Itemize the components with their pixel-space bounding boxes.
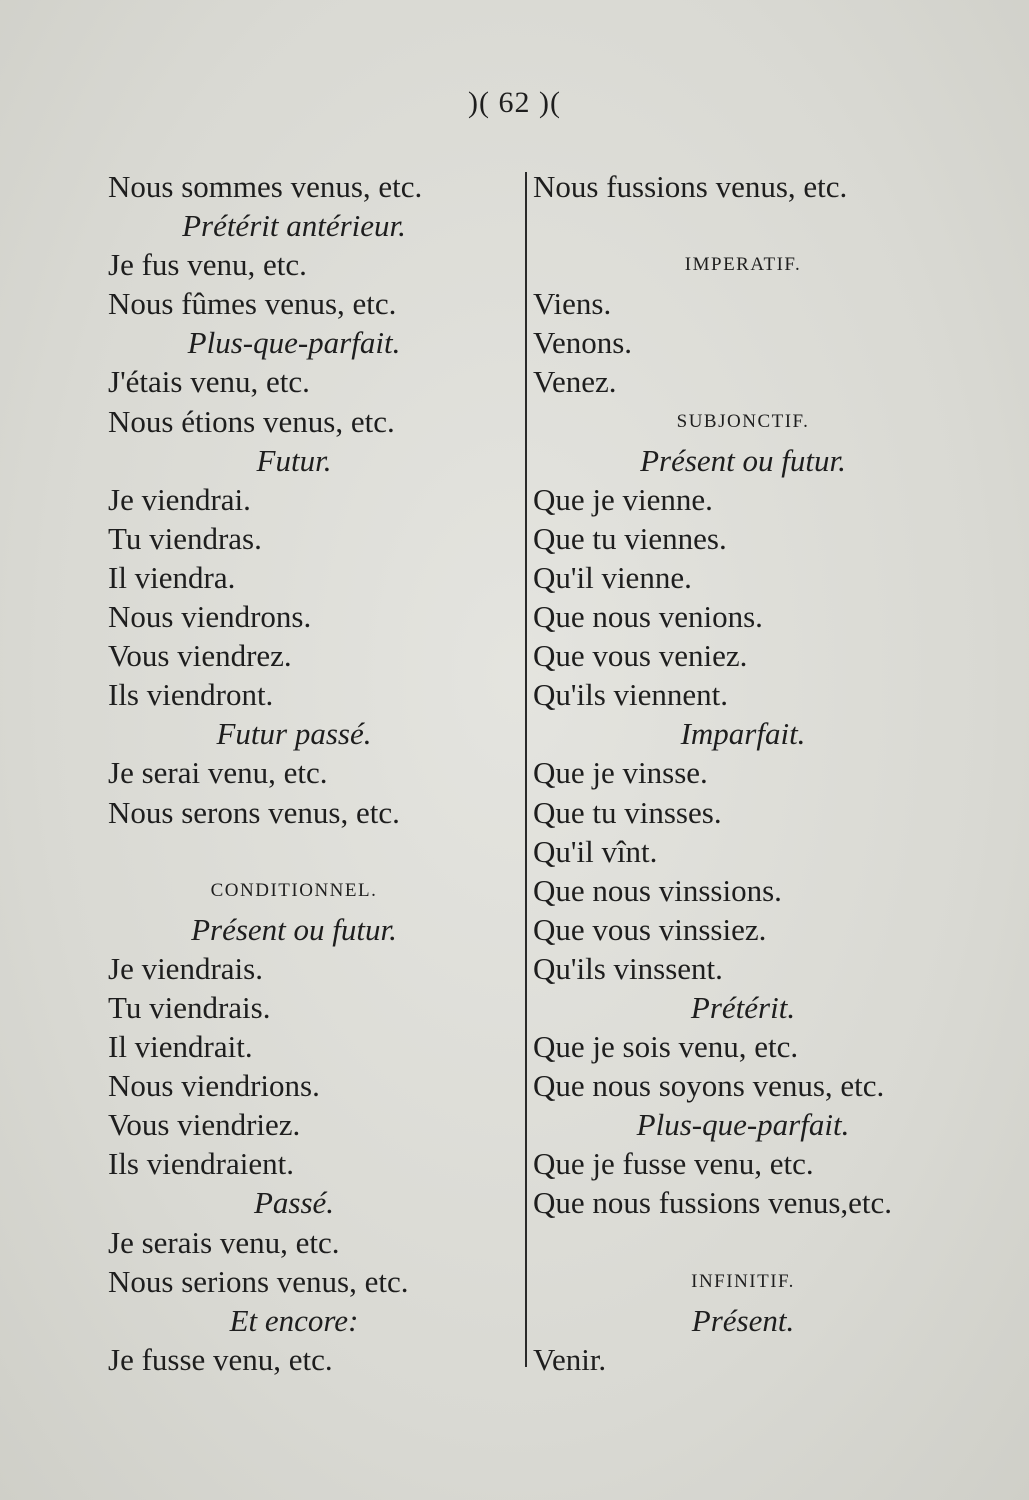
conjugation-line: Ils viendront.	[108, 677, 274, 713]
conjugation-line: Vous viendriez.	[108, 1107, 301, 1143]
tense-heading: Présent ou futur.	[640, 442, 846, 478]
conjugation-line: Que je vinsse.	[533, 755, 708, 791]
tense-heading: Imparfait.	[680, 716, 806, 752]
blank-line	[533, 206, 953, 245]
tense-heading: Plus-que-parfait.	[187, 325, 401, 361]
conjugation-line: Venons.	[533, 325, 633, 361]
tense-heading: Futur passé.	[216, 716, 372, 752]
conjugation-line: Que tu viennes.	[533, 520, 727, 556]
tense-heading: Présent ou futur.	[191, 911, 397, 947]
conjugation-line: Il viendra.	[108, 559, 236, 595]
conjugation-line: Nous sommes venus, etc.	[108, 169, 423, 204]
conjugation-line: Ils viendraient.	[108, 1146, 294, 1182]
tense-heading: Passé.	[253, 1185, 335, 1221]
conjugation-line: Que nous fussions venus,etc.	[533, 1185, 893, 1221]
conjugation-line: Que vous veniez.	[533, 638, 748, 674]
right-column	[533, 167, 953, 1379]
conjugation-line: Nous fûmes venus, etc.	[108, 286, 397, 322]
conjugation-line: Que je sois venu, etc.	[533, 1029, 799, 1065]
tense-heading: Futur.	[256, 442, 332, 478]
conjugation-line: Tu viendrais.	[108, 989, 271, 1025]
conjugation-line: Vous viendrez.	[108, 638, 292, 674]
tense-heading: Prétérit.	[690, 989, 796, 1025]
tense-heading: Plus-que-parfait.	[636, 1107, 850, 1143]
conjugation-line: Venir.	[533, 1341, 607, 1377]
conjugation-line: Nous viendrions.	[108, 1068, 320, 1104]
conjugation-line: J'étais venu, etc.	[108, 364, 310, 400]
conjugation-line: Qu'il vînt.	[533, 833, 658, 869]
conjugation-line: Nous fussions venus, etc.	[533, 169, 848, 204]
section-title: SUBJONCTIF.	[676, 410, 810, 432]
tense-heading: Présent.	[691, 1302, 795, 1338]
conjugation-line: Je serais venu, etc.	[108, 1224, 340, 1260]
conjugation-line: Nous étions venus, etc.	[108, 403, 395, 439]
conjugation-line: Qu'ils vinssent.	[533, 950, 723, 986]
section-title: IMPERATIF.	[684, 254, 802, 276]
column-divider	[525, 172, 527, 1367]
conjugation-line: Que nous vinssions.	[533, 872, 782, 908]
conjugation-line: Qu'il vienne.	[533, 559, 692, 595]
blank-line	[108, 832, 480, 871]
conjugation-line: Je viendrai.	[108, 481, 251, 517]
conjugation-line: Nous viendrons.	[108, 599, 312, 635]
left-column	[108, 167, 480, 1379]
conjugation-line: Je fus venu, etc.	[108, 247, 307, 283]
conjugation-line: Qu'ils viennent.	[533, 677, 729, 713]
conjugation-line: Que nous venions.	[533, 599, 763, 635]
conjugation-line: Je fusse venu, etc.	[108, 1341, 333, 1377]
conjugation-line: Viens.	[533, 286, 612, 322]
conjugation-line: Nous serions venus, etc.	[108, 1263, 409, 1299]
conjugation-line: Que vous vinssiez.	[533, 911, 767, 947]
blank-line	[533, 1223, 953, 1262]
tense-heading: Prétérit antérieur.	[182, 208, 406, 244]
page-number-header: )( 62 )(	[468, 86, 561, 119]
conjugation-line: Que je fusse venu, etc.	[533, 1146, 814, 1182]
conjugation-line: Je serai venu, etc.	[108, 755, 328, 791]
section-title: CONDITIONNEL.	[210, 879, 378, 901]
conjugation-line: Que tu vinsses.	[533, 794, 722, 830]
conjugation-line: Je viendrais.	[108, 950, 263, 986]
conjugation-line: Venez.	[533, 364, 617, 400]
conjugation-line: Que nous soyons venus, etc.	[533, 1068, 885, 1104]
conjugation-line: Nous serons venus, etc.	[108, 794, 400, 830]
conjugation-line: Il viendrait.	[108, 1029, 253, 1065]
conjugation-line: Que je vienne.	[533, 481, 713, 517]
conjugation-line: Tu viendras.	[108, 520, 262, 556]
section-title: INFINITIF.	[691, 1270, 795, 1292]
tense-heading: Et encore:	[229, 1302, 359, 1338]
